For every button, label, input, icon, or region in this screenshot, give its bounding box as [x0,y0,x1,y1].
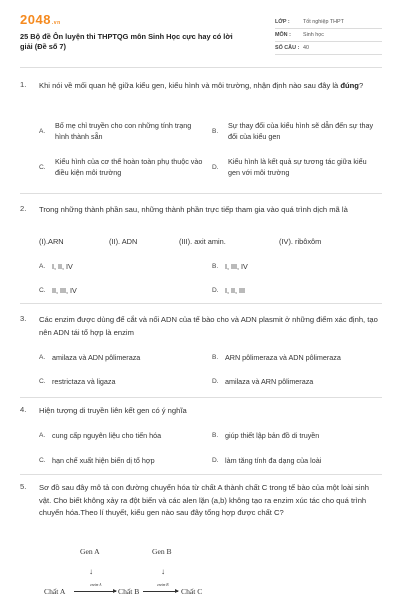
question-2 [20,204,382,300]
meta-key: SỐ CÂU : [275,45,300,51]
option-d[interactable] [212,376,382,388]
meta-value: Sinh học [303,32,324,38]
question-text: Các enzim được dùng để cắt và nối ADN của tế bào cho và ADN plasmit ở những điểm xác định, tạo nên ADN tái tổ hợp là enzim [39,315,378,337]
option-text: restrictaza và ligaza [52,377,116,386]
exam-meta [275,16,382,55]
option-d[interactable] [212,455,382,467]
option-letter: D. [212,164,219,171]
divider [20,397,382,398]
option-letter: A. [39,128,46,135]
meta-row-class [275,16,382,29]
option-text: I, III, IV [225,262,248,271]
divider [20,193,382,194]
question-text: Trong những thành phần sau, những thành phần trực tiếp tham gia vào quá trình dịch mã là [39,205,348,214]
option-letter: A. [39,432,46,439]
component-item: (IV). ribôxôm [279,237,322,246]
option-d[interactable] [212,156,382,180]
option-letter: B. [212,263,219,270]
component-list [39,237,379,246]
enzyme-b-label: enzim B [157,583,169,587]
gene-b-label: Gen B [152,547,172,556]
option-d[interactable] [212,285,382,297]
option-letter: C. [39,287,46,294]
option-a[interactable] [39,430,209,442]
question-4 [20,405,382,469]
document-header [20,12,382,58]
question-number: 2. [20,204,27,213]
down-arrow-icon: ↓ [89,567,93,576]
option-letter: D. [212,378,219,385]
option-text: hạn chế xuất hiện biến dị tổ hợp [52,456,155,465]
question-text: Sơ đồ sau đây mô tả con đường chuyển hóa từ chất A thành chất C trong tế bào của một loài sinh vật. Cho biết không xảy ra đột biến và các alen lặn (a,b) không tạo ra enzim xúc tác cho quá trình chuyển hóa.Theo lí thuyết, kiểu gen nào sau đây tổng hợp được chất C? [39,483,369,517]
component-item: (II). ADN [109,237,138,246]
divider [20,303,382,304]
option-c[interactable] [39,156,209,180]
option-letter: D. [212,457,219,464]
question-number: 1. [20,80,27,89]
site-logo[interactable]: 2048.vn [20,12,61,27]
component-item: (I).ARN [39,237,64,246]
meta-key: MÔN : [275,32,291,38]
option-letter: D. [212,287,219,294]
question-1 [20,80,382,190]
option-b[interactable] [212,352,382,364]
down-arrow-icon: ↓ [161,567,165,576]
question-text: Hiện tượng di truyền liên kết gen có ý nghĩa [39,406,187,415]
option-text: I, II, III [225,286,245,295]
option-text: Sự thay đổi của kiểu hình sẽ dẫn đến sự thay đổi của kiểu gen [228,121,374,141]
divider [20,474,382,475]
option-text: ARN pôlimeraza và ADN pôlimeraza [225,353,341,362]
document-title: 25 Bộ đề Ôn luyện thi THPTQG môn Sinh Học cực hay có lời giải (Đề số 7) [20,32,233,51]
question-number: 5. [20,482,27,491]
gene-a-label: Gen A [80,547,100,556]
enzyme-a-label: enzim A [90,583,102,587]
meta-key: LỚP : [275,19,290,25]
meta-value: 40 [303,45,309,51]
option-letter: A. [39,263,46,270]
option-text: I, II, IV [52,262,73,271]
option-text: cung cấp nguyên liệu cho tiến hóa [52,431,162,440]
option-letter: C. [39,457,46,464]
option-c[interactable] [39,285,209,297]
emphasis: đúng [340,81,359,90]
option-text: amilaza và ARN pôlimeraza [225,377,314,386]
option-letter: A. [39,354,46,361]
option-text: amilaza và ADN pôlimeraza [52,353,141,362]
reaction-arrow-icon [74,591,116,592]
option-text: giúp thiết lập bản đồ di truyền [225,431,320,440]
option-letter: B. [212,432,219,439]
option-letter: B. [212,128,219,135]
substance-b-label: Chất B [118,587,140,596]
substance-c-label: Chất C [181,587,203,596]
divider [20,67,382,68]
option-a[interactable] [39,352,209,364]
meta-value: Tốt nghiệp THPT [303,19,344,25]
question-3 [20,314,382,394]
option-b[interactable] [212,430,382,442]
option-a[interactable] [39,261,209,273]
option-a[interactable] [39,120,209,144]
meta-row-count [275,42,382,55]
option-letter: B. [212,354,219,361]
option-text: Kiểu hình của cơ thể hoàn toàn phụ thuộc vào điều kiện môi trường [55,157,203,177]
question-number: 3. [20,314,27,323]
option-c[interactable] [39,376,209,388]
option-text: II, III, IV [52,286,77,295]
question-5 [20,482,382,542]
question-text: Khi nói về mối quan hệ giữa kiểu gen, kiểu hình và môi trường, nhận định nào sau đây là đúng? [39,81,364,90]
question-number: 4. [20,405,27,414]
option-text: Bố mẹ chỉ truyền cho con những tính trạng hình thành sẵn [55,121,192,141]
option-b[interactable] [212,261,382,273]
option-letter: C. [39,378,46,385]
option-b[interactable] [212,120,382,144]
option-text: làm tăng tính đa dạng của loài [225,456,322,465]
option-text: Kiểu hình là kết quả sự tương tác giữa kiểu gen với môi trường [228,157,367,177]
meta-row-subject [275,29,382,42]
option-letter: C. [39,164,46,171]
reaction-arrow-icon [143,591,178,592]
metabolic-pathway-diagram [40,544,240,600]
substance-a-label: Chất A [44,587,66,596]
option-c[interactable] [39,455,209,467]
component-item: (III). axit amin. [179,237,226,246]
